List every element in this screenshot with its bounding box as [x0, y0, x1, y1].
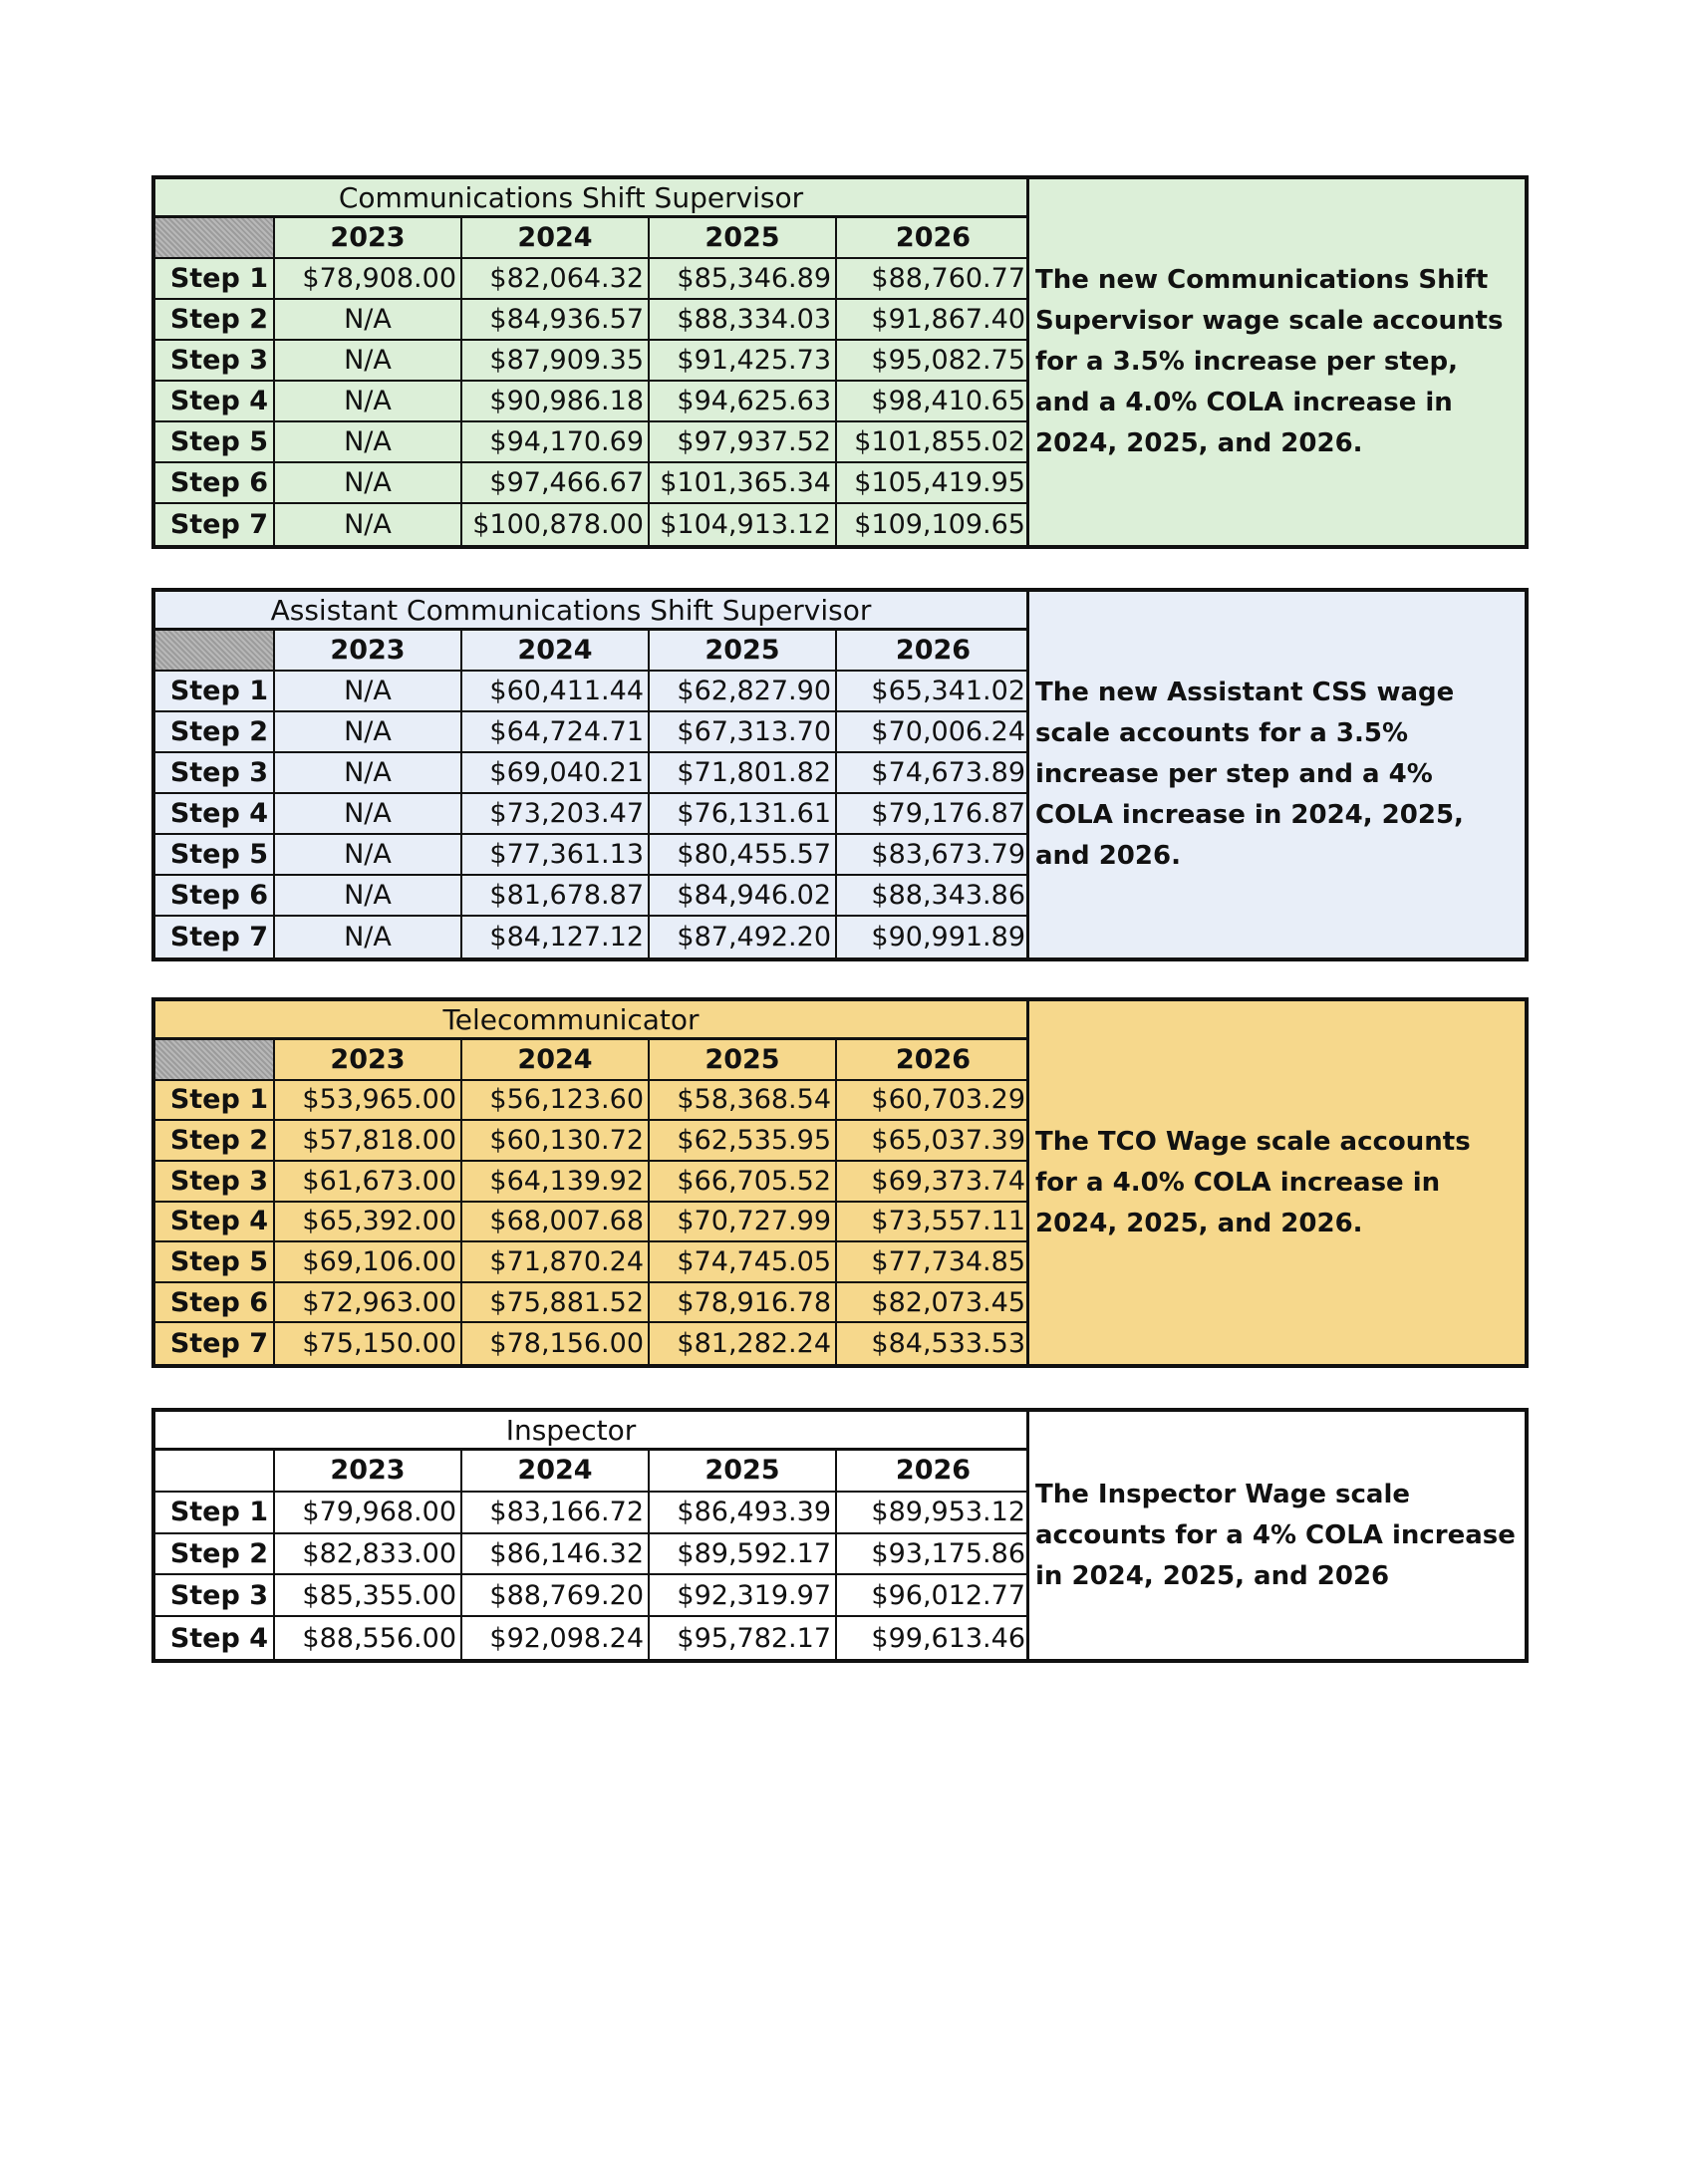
step-label: Step 2 [155, 1121, 275, 1162]
wage-cell: $94,625.63 [650, 382, 837, 422]
wage-cell: $58,368.54 [650, 1081, 837, 1122]
wage-note-text: The new Assistant CSS wage scale accounts for a 3.5% increase per step and a 4% COLA increase in 2024, 2025, and 2026. [1035, 678, 1464, 871]
wage-cell: $69,040.21 [462, 753, 650, 794]
wage-note [1029, 592, 1525, 957]
step-label: Step 1 [155, 259, 275, 300]
wage-cell: $69,106.00 [275, 1242, 462, 1283]
step-label: Step 3 [155, 341, 275, 382]
wage-cell: N/A [275, 341, 462, 382]
step-label: Step 7 [155, 504, 275, 545]
wage-cell: $88,556.00 [275, 1617, 462, 1659]
step-label: Step 2 [155, 712, 275, 753]
wage-cell: $89,592.17 [650, 1534, 837, 1576]
wage-cell: $95,082.75 [837, 341, 1029, 382]
wage-cell: $69,373.74 [837, 1162, 1029, 1203]
wage-cell: $101,855.02 [837, 422, 1029, 463]
year-header: 2023 [275, 1040, 462, 1081]
wage-cell: $81,282.24 [650, 1323, 837, 1364]
wage-cell: $100,878.00 [462, 504, 650, 545]
table-title: Assistant Communications Shift Supervisor [155, 592, 1026, 631]
wage-cell: $73,203.47 [462, 794, 650, 835]
wage-cell: N/A [275, 300, 462, 341]
wage-cell: $64,139.92 [462, 1162, 650, 1203]
step-label: Step 3 [155, 1575, 275, 1617]
wage-cell: $77,361.13 [462, 835, 650, 876]
wage-cell: $97,466.67 [462, 463, 650, 504]
step-label: Step 1 [155, 672, 275, 712]
step-label: Step 4 [155, 794, 275, 835]
wage-cell: $93,175.86 [837, 1534, 1029, 1576]
wage-cell: $74,673.89 [837, 753, 1029, 794]
wage-cell: $77,734.85 [837, 1242, 1029, 1283]
wage-cell: $87,909.35 [462, 341, 650, 382]
year-header: 2025 [650, 631, 837, 672]
wage-cell: $57,818.00 [275, 1121, 462, 1162]
wage-cell: $85,346.89 [650, 259, 837, 300]
year-header: 2024 [462, 218, 650, 259]
year-header: 2025 [650, 218, 837, 259]
wage-grid [155, 1451, 1026, 1659]
wage-cell: $75,881.52 [462, 1283, 650, 1324]
wage-cell: N/A [275, 835, 462, 876]
wage-note [1029, 179, 1525, 545]
year-header: 2026 [837, 631, 1029, 672]
year-header: 2026 [837, 1040, 1029, 1081]
wage-table-area [155, 179, 1029, 545]
wage-cell: $78,156.00 [462, 1323, 650, 1364]
wage-cell: $87,492.20 [650, 917, 837, 957]
wage-cell: $91,867.40 [837, 300, 1029, 341]
wage-cell: $67,313.70 [650, 712, 837, 753]
wage-cell: $97,937.52 [650, 422, 837, 463]
year-header: 2024 [462, 631, 650, 672]
wage-cell: $95,782.17 [650, 1617, 837, 1659]
year-header: 2025 [650, 1451, 837, 1493]
wage-cell: $82,833.00 [275, 1534, 462, 1576]
wage-cell: N/A [275, 794, 462, 835]
wage-cell: $92,319.97 [650, 1575, 837, 1617]
wage-cell: $89,953.12 [837, 1493, 1029, 1534]
wage-cell: $65,341.02 [837, 672, 1029, 712]
wage-cell: $86,146.32 [462, 1534, 650, 1576]
wage-cell: $60,411.44 [462, 672, 650, 712]
wage-cell: $74,745.05 [650, 1242, 837, 1283]
step-label: Step 7 [155, 1323, 275, 1364]
year-header: 2023 [275, 631, 462, 672]
wage-cell: $79,968.00 [275, 1493, 462, 1534]
wage-cell: $79,176.87 [837, 794, 1029, 835]
step-label: Step 2 [155, 1534, 275, 1576]
wage-grid [155, 631, 1026, 957]
wage-cell: $64,724.71 [462, 712, 650, 753]
wage-cell: $70,006.24 [837, 712, 1029, 753]
step-label: Step 5 [155, 1242, 275, 1283]
corner-cell [155, 631, 275, 672]
year-header: 2026 [837, 218, 1029, 259]
corner-cell [155, 1040, 275, 1081]
wage-cell: $101,365.34 [650, 463, 837, 504]
wage-cell: $92,098.24 [462, 1617, 650, 1659]
wage-cell: $80,455.57 [650, 835, 837, 876]
wage-grid [155, 1040, 1026, 1364]
wage-note-text: The new Communications Shift Supervisor wage scale accounts for a 3.5% increase per step, and a 4.0% COLA increase in 2024, 2025, and 2026. [1035, 265, 1504, 458]
wage-cell: $70,727.99 [650, 1203, 837, 1243]
wage-cell: $90,986.18 [462, 382, 650, 422]
wage-cell: $65,037.39 [837, 1121, 1029, 1162]
wage-cell: $61,673.00 [275, 1162, 462, 1203]
step-label: Step 4 [155, 1203, 275, 1243]
wage-cell: $84,127.12 [462, 917, 650, 957]
wage-cell: N/A [275, 382, 462, 422]
step-label: Step 5 [155, 835, 275, 876]
wage-cell: $73,557.11 [837, 1203, 1029, 1243]
wage-cell: N/A [275, 463, 462, 504]
wage-cell: $78,908.00 [275, 259, 462, 300]
wage-cell: $84,533.53 [871, 1328, 1025, 1360]
year-header: 2026 [837, 1451, 1029, 1493]
wage-cell: $88,769.20 [462, 1575, 650, 1617]
wage-cell: $109,109.65 [854, 509, 1025, 540]
wage-cell: $84,936.57 [462, 300, 650, 341]
wage-cell: N/A [275, 422, 462, 463]
wage-cell: N/A [275, 917, 462, 957]
step-label: Step 1 [155, 1493, 275, 1534]
wage-cell: $86,493.39 [650, 1493, 837, 1534]
step-label: Step 6 [155, 1283, 275, 1324]
wage-cell: $99,613.46 [871, 1622, 1025, 1654]
wage-cell: $62,827.90 [650, 672, 837, 712]
wage-cell: $81,678.87 [462, 876, 650, 917]
wage-cell: $60,703.29 [837, 1081, 1029, 1122]
wage-cell: N/A [275, 876, 462, 917]
wage-cell: $98,410.65 [837, 382, 1029, 422]
wage-cell: $85,355.00 [275, 1575, 462, 1617]
step-label: Step 6 [155, 463, 275, 504]
wage-note [1029, 1412, 1525, 1659]
step-label: Step 3 [155, 1162, 275, 1203]
corner-cell [155, 218, 275, 259]
wage-cell: $84,946.02 [650, 876, 837, 917]
wage-note [1029, 1001, 1525, 1364]
wage-cell: $68,007.68 [462, 1203, 650, 1243]
year-header: 2024 [462, 1451, 650, 1493]
step-label: Step 3 [155, 753, 275, 794]
wage-cell: $65,392.00 [275, 1203, 462, 1243]
wage-cell: $76,131.61 [650, 794, 837, 835]
corner-cell [155, 1451, 275, 1493]
table-title: Communications Shift Supervisor [155, 179, 1026, 218]
year-header: 2025 [650, 1040, 837, 1081]
wage-table-inspector [151, 1408, 1529, 1663]
wage-cell: N/A [275, 504, 462, 545]
wage-cell: $56,123.60 [462, 1081, 650, 1122]
step-label: Step 2 [155, 300, 275, 341]
year-header: 2023 [275, 1451, 462, 1493]
wage-cell: $82,073.45 [837, 1283, 1029, 1324]
wage-cell: $53,965.00 [275, 1081, 462, 1122]
wage-cell: N/A [275, 672, 462, 712]
wage-cell: $78,916.78 [650, 1283, 837, 1324]
wage-table-telecommunicator [151, 997, 1529, 1368]
wage-cell: $88,760.77 [837, 259, 1029, 300]
wage-cell: $105,419.95 [837, 463, 1029, 504]
step-label: Step 1 [155, 1081, 275, 1122]
wage-cell: $88,334.03 [650, 300, 837, 341]
wage-cell: N/A [275, 712, 462, 753]
wage-cell: N/A [275, 753, 462, 794]
wage-cell: $90,991.89 [871, 922, 1025, 953]
step-label: Step 4 [155, 1617, 275, 1659]
wage-cell: $71,870.24 [462, 1242, 650, 1283]
step-label: Step 4 [155, 382, 275, 422]
wage-cell: $71,801.82 [650, 753, 837, 794]
wage-grid [155, 218, 1026, 545]
year-header: 2024 [462, 1040, 650, 1081]
wage-cell: $60,130.72 [462, 1121, 650, 1162]
table-title: Inspector [155, 1412, 1026, 1451]
wage-table-area [155, 1001, 1029, 1364]
wage-table-area [155, 592, 1029, 957]
wage-cell: $66,705.52 [650, 1162, 837, 1203]
wage-cell: $82,064.32 [462, 259, 650, 300]
wage-table-communications-shift-supervisor [151, 175, 1529, 549]
wage-note-text: The TCO Wage scale accounts for a 4.0% COLA increase in 2024, 2025, and 2026. [1035, 1126, 1471, 1238]
wage-cell: $83,673.79 [837, 835, 1029, 876]
step-label: Step 7 [155, 917, 275, 957]
wage-note-text: The Inspector Wage scale accounts for a 4% COLA increase in 2024, 2025, and 2026 [1035, 1479, 1516, 1591]
wage-cell: $72,963.00 [275, 1283, 462, 1324]
wage-cell: $94,170.69 [462, 422, 650, 463]
wage-cell: $96,012.77 [837, 1575, 1029, 1617]
table-title: Telecommunicator [155, 1001, 1026, 1040]
wage-cell: $104,913.12 [650, 504, 837, 545]
year-header: 2023 [275, 218, 462, 259]
wage-cell: $91,425.73 [650, 341, 837, 382]
wage-cell: $83,166.72 [462, 1493, 650, 1534]
wage-cell: $62,535.95 [650, 1121, 837, 1162]
wage-cell: $88,343.86 [837, 876, 1029, 917]
step-label: Step 6 [155, 876, 275, 917]
wage-table-area [155, 1412, 1029, 1659]
wage-cell: $75,150.00 [275, 1323, 462, 1364]
wage-table-assistant-communications-shift-supervisor [151, 588, 1529, 961]
step-label: Step 5 [155, 422, 275, 463]
